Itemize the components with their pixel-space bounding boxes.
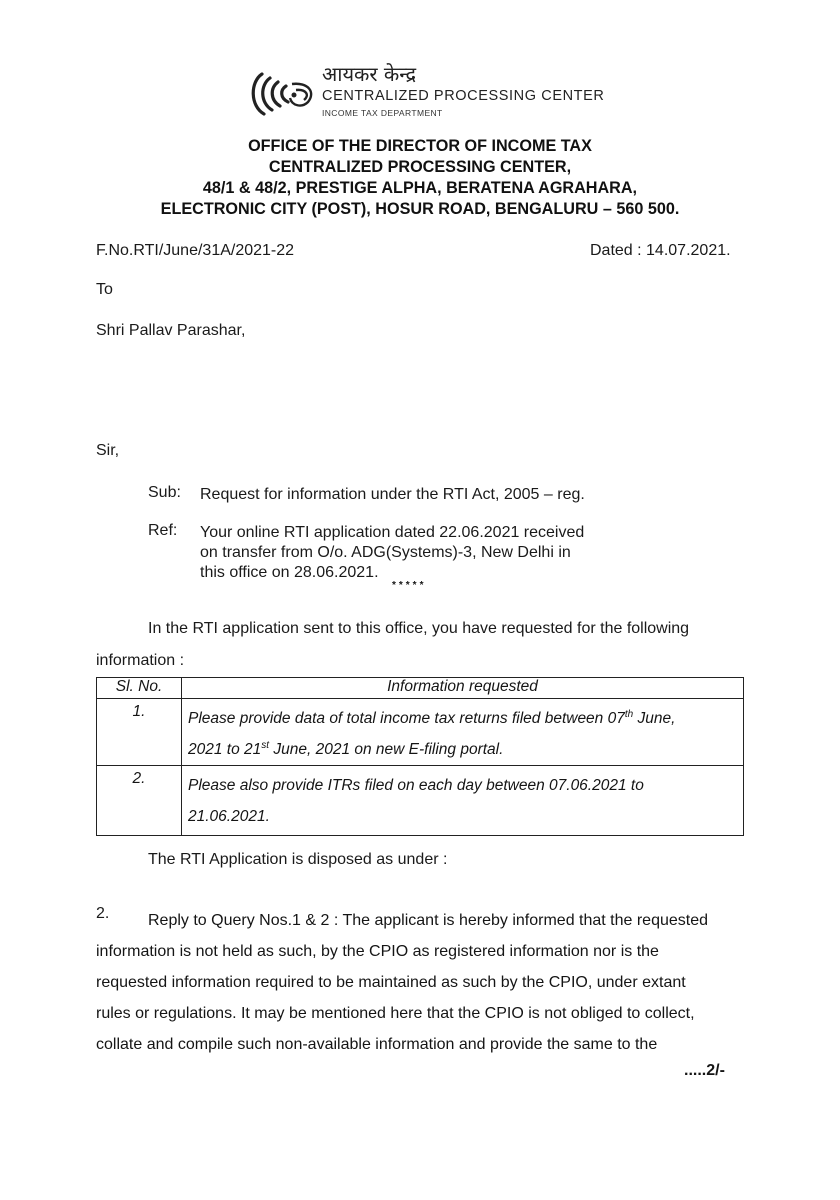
row-2-info (182, 766, 744, 836)
row-2-sl: 2. (97, 766, 182, 836)
page-continuation: .....2/- (684, 1062, 725, 1079)
logo-org-name: CENTRALIZED PROCESSING CENTER (322, 88, 605, 104)
row-2-line-2: 21.06.2021. (188, 808, 270, 825)
intro-line-1: In the RTI application sent to this office, you have requested for the following (148, 620, 690, 637)
subject-text: Request for information under the RTI Act, 2005 – reg. (200, 486, 585, 503)
subject-label: Sub: (148, 484, 181, 501)
reply-line-5: collate and compile such non-available information and provide the same to the (96, 1036, 658, 1053)
reference-line-3: this office on 28.06.2021. (200, 564, 379, 581)
logo-hindi-text: आयकर केन्द्र (322, 62, 417, 86)
row-1-info (182, 699, 744, 766)
table-row (97, 699, 744, 766)
reply-line-4: rules or regulations. It may be mentioned here that the CPIO is not obliged to collect, (96, 1005, 695, 1022)
row-1-line-2: 2021 to 21st June, 2021 on new E-filing portal. (188, 739, 504, 758)
reference-label: Ref: (148, 522, 178, 539)
cpc-logo-icon (248, 68, 320, 120)
header-information: Information requested (182, 678, 744, 699)
reference-line-1: Your online RTI application dated 22.06.2021 received (200, 524, 585, 541)
table-header-row (97, 678, 744, 699)
recipient-name: Shri Pallav Parashar, (96, 322, 246, 339)
reply-number: 2. (96, 905, 110, 922)
logo-department: INCOME TAX DEPARTMENT (322, 108, 443, 118)
intro-line-2: information : (96, 652, 185, 669)
row-2-line-1: Please also provide ITRs filed on each day between 07.06.2021 to (188, 777, 644, 794)
table-row (97, 766, 744, 836)
reference-line-2: on transfer from O/o. ADG(Systems)-3, New Delhi in (200, 544, 571, 561)
office-heading-line-1: OFFICE OF THE DIRECTOR OF INCOME TAX (248, 137, 592, 155)
office-heading-line-3: 48/1 & 48/2, PRESTIGE ALPHA, BERATENA AGRAHARA, (202, 179, 638, 197)
letter-date: Dated : 14.07.2021. (590, 242, 731, 259)
reply-line-2: information is not held as such, by the CPIO as registered information nor is the (96, 943, 659, 960)
row-1-line-1: Please provide data of total income tax returns filed between 07th June, (188, 708, 676, 727)
salutation: Sir, (96, 442, 120, 459)
information-table (96, 677, 744, 836)
office-heading-line-2: CENTRALIZED PROCESSING CENTER, (268, 158, 572, 176)
disposal-statement: The RTI Application is disposed as under : (148, 851, 448, 868)
section-separator: ***** (392, 580, 427, 591)
header-sl-no: Sl. No. (97, 678, 182, 699)
to-label: To (96, 281, 113, 298)
row-1-sl: 1. (97, 699, 182, 766)
reply-line-1: Reply to Query Nos.1 & 2 : The applicant is hereby informed that the requested (148, 912, 709, 929)
reply-line-3: requested information required to be maintained as such by the CPIO, under extant (96, 974, 686, 991)
office-heading-line-4: ELECTRONIC CITY (POST), HOSUR ROAD, BENGALURU – 560 500. (160, 200, 680, 218)
file-number: F.No.RTI/June/31A/2021-22 (96, 242, 295, 259)
